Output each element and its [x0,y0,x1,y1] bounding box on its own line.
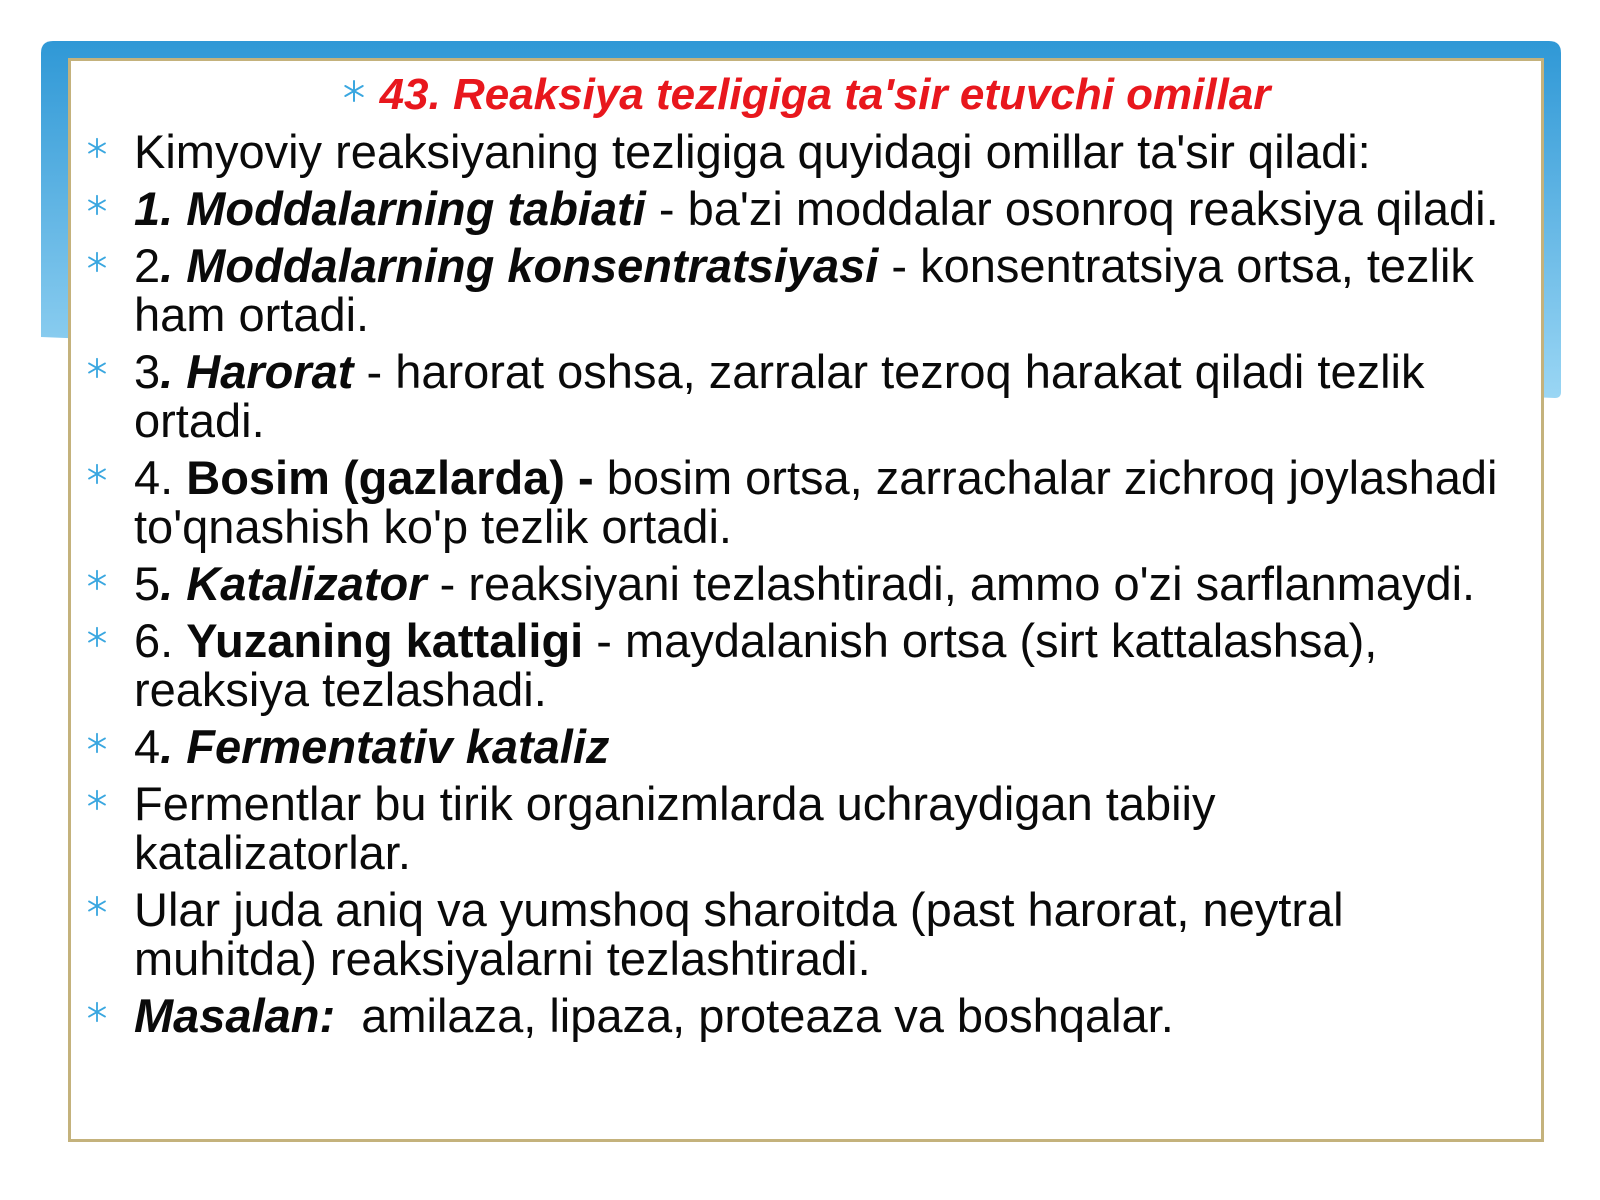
item-line [134,934,1600,983]
item-number: 2 [134,239,161,292]
item-text: Kimyoviy reaksiyaning tezligiga quyidagi omillar ta'sir qiladi: [134,125,1371,178]
bullet-item [0,991,1600,1040]
asterisk-star-icon [86,569,108,591]
item-text: - harorat oshsa, zarralar tezroq harakat qiladi tezlik [353,345,1425,398]
bullet-item [0,184,1600,233]
item-line [134,127,1600,176]
item-line [134,665,1600,714]
bullet-item [0,127,1600,176]
item-text: bosim ortsa, zarrachalar zichroq joylashadi [593,451,1498,504]
item-term: Yuzaning kattaligi [186,614,584,667]
item-text: - maydalanish ortsa (sirt kattalashsa), [583,614,1378,667]
item-number: 4. [134,451,187,504]
item-text: reaksiya tezlashadi. [134,663,547,716]
item-text: Fermentlar bu tirik organizmlarda uchraydigan tabiiy [134,777,1216,830]
item-line [134,290,1600,339]
item-text: - ba'zi moddalar osonroq reaksiya qiladi. [645,182,1499,235]
item-term: . Katalizator [160,557,427,610]
asterisk-star-icon [86,789,108,811]
slide-content [0,70,1600,1048]
bullet-item [0,722,1600,771]
item-term: . Harorat [160,345,354,398]
item-term: . Moddalarning konsentratsiyasi [160,239,879,292]
bullet-item [0,453,1600,551]
asterisk-star-icon [86,732,108,754]
item-line [134,559,1600,608]
bullet-item [0,347,1600,445]
item-text: amilaza, lipaza, proteaza va boshqalar. [335,989,1174,1042]
item-text: Ular juda aniq va yumshoq sharoitda (past harorat, neytral [134,883,1344,936]
asterisk-star-icon [86,463,108,485]
item-text: - konsentratsiya ortsa, tezlik [878,239,1474,292]
item-number: 6. [134,614,187,667]
item-line [134,184,1600,233]
asterisk-star-icon [342,79,366,103]
slide-title-row [68,70,1544,119]
bullet-item [0,616,1600,714]
item-line [134,828,1600,877]
asterisk-star-icon [86,1001,108,1023]
bullet-item [0,885,1600,983]
item-line [134,616,1600,665]
slide-title: 43. Reaksiya tezligiga ta'sir etuvchi omillar [379,70,1271,119]
asterisk-star-icon [86,895,108,917]
asterisk-star-icon [86,137,108,159]
item-text: katalizatorlar. [134,826,411,879]
item-term: 1. Moddalarning tabiati [134,182,646,235]
item-term: Bosim (gazlarda) - [186,451,594,504]
item-line [134,722,1600,771]
item-number: 5 [134,557,161,610]
item-term: Masalan: [134,989,336,1042]
item-line [134,885,1600,934]
item-text: - reaksiyani tezlashtiradi, ammo o'zi sarflanmaydi. [426,557,1476,610]
bullet-item [0,241,1600,339]
bullet-item [0,559,1600,608]
item-number: 4 [134,720,161,773]
item-text: ham ortadi. [134,288,370,341]
item-text: muhitda) reaksiyalarni tezlashtiradi. [134,932,871,985]
bullet-item [0,779,1600,877]
item-text: to'qnashish ko'p tezlik ortadi. [134,500,732,553]
item-line [134,396,1600,445]
item-line [134,991,1600,1040]
item-term: . Fermentativ kataliz [160,720,610,773]
item-line [134,453,1600,502]
item-line [134,241,1600,290]
item-line [134,347,1600,396]
asterisk-star-icon [86,626,108,648]
item-text: ortadi. [134,394,265,447]
asterisk-star-icon [86,194,108,216]
item-line [134,779,1600,828]
asterisk-star-icon [86,251,108,273]
asterisk-star-icon [86,357,108,379]
item-line [134,502,1600,551]
item-number: 3 [134,345,161,398]
